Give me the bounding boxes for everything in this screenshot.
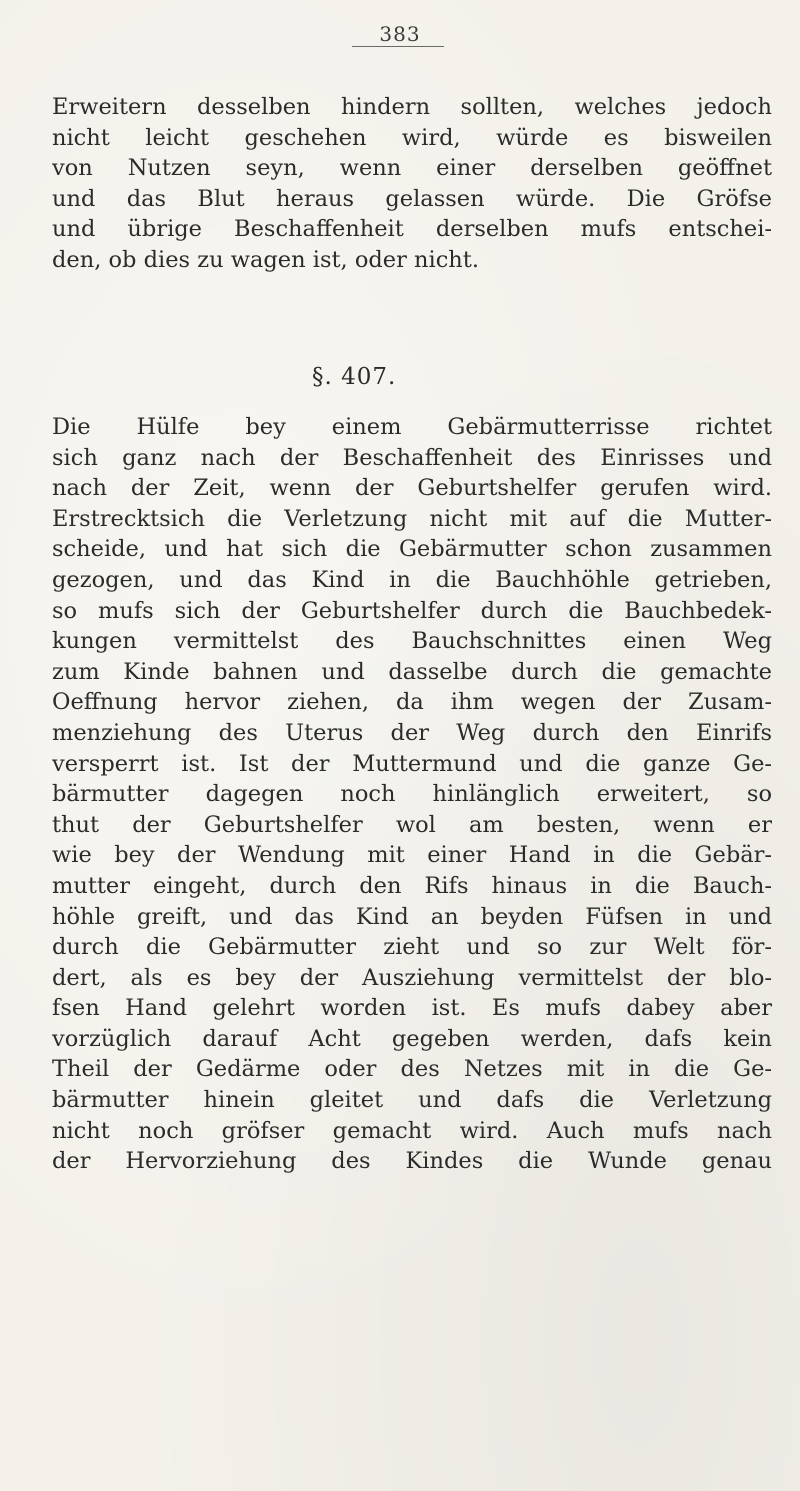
text-line: versperrt ist. Ist der Muttermund und die ganze Ge- [52,750,772,777]
text-line: vorzüglich darauf Acht gegeben werden, dafs kein [52,1025,772,1052]
page-number-rule [352,46,444,47]
text-line: der Hervorziehung des Kindes die Wunde genau [52,1148,772,1175]
text-line: menziehung des Uterus der Weg durch den Einrifs [52,719,772,746]
text-line: sich ganz nach der Beschaffenheit des Einrisses und [52,444,772,471]
text-line: thut der Geburtshelfer wol am besten, wenn er [52,811,772,838]
text-line: und das Blut heraus gelassen würde. Die Gröfse [52,185,772,212]
text-line: scheide, und hat sich die Gebärmutter schon zusammen [52,536,772,563]
text-line: höhle greift, und das Kind an beyden Füfsen in und [52,903,772,930]
text-line: durch die Gebärmutter zieht und so zur Welt för- [52,934,772,961]
text-line: Erstrecktsich die Verletzung nicht mit auf die Mutter- [52,505,772,532]
text-line: nicht leicht geschehen wird, würde es bisweilen [52,124,772,151]
paragraph-1 [52,92,772,276]
text-line: Erweitern desselben hindern sollten, welches jedoch [52,94,772,120]
text-line: Theil der Gedärme oder des Netzes mit in die Ge- [52,1056,772,1083]
paragraph-2 [52,412,772,1177]
text-line: den, ob dies zu wagen ist, oder nicht. [52,246,479,273]
text-line: Die Hülfe bey einem Gebärmutterrisse richtet [52,414,772,440]
text-line: wie bey der Wendung mit einer Hand in die Gebär- [52,842,772,869]
text-line: fsen Hand gelehrt worden ist. Es mufs dabey aber [52,995,772,1022]
text-line: und übrige Beschaffenheit derselben mufs entschei- [52,216,772,243]
text-line: bärmutter hinein gleitet und dafs die Verletzung [52,1087,772,1114]
text-line: nicht noch gröfser gemacht wird. Auch mufs nach [52,1117,772,1144]
text-line: zum Kinde bahnen und dasselbe durch die gemachte [52,658,772,685]
section-heading: §. 407. [312,364,397,390]
text-line: dert, als es bey der Ausziehung vermittelst der blo- [52,964,772,991]
text-line: von Nutzen seyn, wenn einer derselben geöffnet [52,155,772,182]
page-number: 383 [379,22,421,46]
text-line: Oeffnung hervor ziehen, da ihm wegen der Zusam- [52,689,772,716]
text-line: nach der Zeit, wenn der Geburtshelfer gerufen wird. [52,475,772,502]
text-line: so mufs sich der Geburtshelfer durch die Bauchbedek- [52,597,772,624]
text-line: kungen vermittelst des Bauchschnittes einen Weg [52,628,772,655]
text-line: mutter eingeht, durch den Rifs hinaus in die Bauch- [52,872,772,899]
text-line: gezogen, und das Kind in die Bauchhöhle getrieben, [52,566,772,593]
text-line: bärmutter dagegen noch hinlänglich erweitert, so [52,781,772,808]
